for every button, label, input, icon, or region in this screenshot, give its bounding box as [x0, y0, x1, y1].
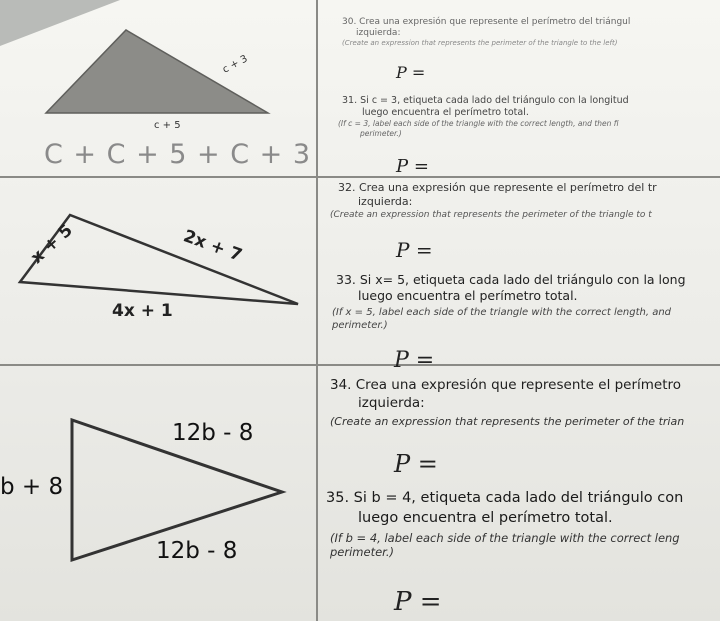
tri2-bottom-label: 4x + 1	[112, 301, 173, 321]
problem-33-english: (If x = 5, label each side of the triangle with the correct length, and	[332, 307, 672, 318]
problem-35-english: (If b = 4, label each side of the triangle with the correct leng	[330, 531, 680, 545]
problem-33-text-2: luego encuentra el perímetro total.	[358, 288, 578, 303]
problem-33-english-2: perimeter.)	[332, 320, 388, 331]
problem-30-perimeter: P =	[396, 63, 426, 82]
problem-31-text-2: luego encuentra el perímetro total.	[362, 107, 529, 118]
problem-35-perimeter: P =	[394, 587, 442, 617]
problem-34-english: (Create an expression that represents the perimeter of the trian	[330, 415, 685, 428]
tri3-top-label: 12b - 8	[172, 420, 254, 446]
problem-35-text: 35. Si b = 4, etiqueta cada lado del triángulo con	[326, 490, 684, 506]
problem-31-english-2: perimeter.)	[360, 129, 402, 138]
tri1-handwritten-answer: C + C + 5 + C + 3	[44, 139, 312, 170]
problem-33-perimeter: P =	[394, 348, 435, 373]
problem-34-text-2: izquierda:	[358, 395, 425, 411]
problem-30-text-2: izquierda:	[356, 28, 401, 38]
tri1-side-b: c + 5	[154, 120, 181, 131]
tri1-side-a: c + 3	[220, 53, 250, 76]
tri2-right-label: 2x + 7	[180, 226, 245, 266]
tri3-left-label: b + 8	[0, 474, 64, 500]
problem-34-text: 34. Crea una expresión que represente el perímetro	[330, 377, 682, 393]
problem-32-text: 32. Crea una expresión que represente el perímetro del tr	[338, 181, 657, 194]
problem-32-english: (Create an expression that represents the perimeter of the triangle to t	[330, 210, 652, 220]
column-divider	[316, 0, 318, 621]
tri2-left-label: x + 5	[27, 220, 77, 268]
problem-31-text: 31. Si c = 3, etiqueta cada lado del triángulo con la longitud	[342, 95, 629, 106]
problem-35-text-2: luego encuentra el perímetro total.	[358, 510, 613, 526]
problem-31-perimeter: P =	[396, 156, 429, 177]
tri3-bottom-label: 12b - 8	[156, 538, 238, 564]
problem-30-english: (Create an expression that represents the perimeter of the triangle to the left)	[342, 39, 618, 47]
problem-33-text: 33. Si x= 5, etiqueta cada lado del triángulo con la long	[336, 272, 686, 287]
problem-32-perimeter: P =	[396, 238, 433, 262]
problem-35-english-2: perimeter.)	[330, 545, 394, 559]
problem-32-text-2: izquierda:	[358, 195, 413, 208]
problem-34-perimeter: P =	[394, 450, 438, 478]
problem-31-english: (If c = 3, label each side of the triangle with the correct length, and then fi	[338, 119, 619, 128]
problem-30-text: 30. Crea una expresión que represente el perímetro del triángul	[342, 17, 631, 27]
